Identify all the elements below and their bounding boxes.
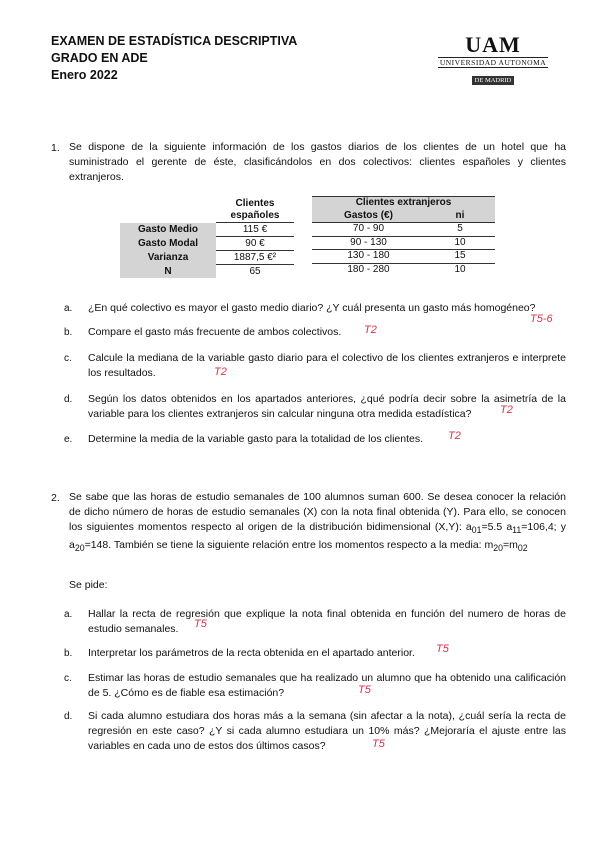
q2-text-part: =5.5 a [481, 521, 513, 533]
exam-title: EXAMEN DE ESTADÍSTICA DESCRIPTIVA [51, 34, 298, 48]
q1-item-b-topic-tag: T2 [364, 324, 377, 336]
q2-item-c-label: c. [64, 673, 72, 684]
q1-item-d-topic-tag: T2 [500, 404, 513, 416]
ni-cell: 10 [454, 263, 466, 275]
q2-item-d-topic-tag: T5 [372, 738, 385, 750]
question-1-text: Se dispone de la siguiente información de los gastos diarios de los clientes de un hotel que ha suministrado el gerente de éste, clasificándolos en dos colectivos: clientes españoles y clientes extranjeros. [69, 141, 566, 183]
q2-text-part: Se sabe que las horas de estudio semanales de 100 alumnos suman 600. Se desea conocer la relación de dicho número de horas de estudio semanales (X) con la nota final obtenida (Y). Para ello, se conocen los siguientes momentos respecto al origen de la distribución bidimensional (X,Y): a [69, 491, 566, 533]
q2-item-d-text: Si cada alumno estudiara dos horas más a la semana (sin afectar a la nota), ¿cuál sería la recta de regresión en este caso? ¿Y si cada alumno estudiara un 10% más? ¿Mejoraría el ajuste entre las variables en cada uno de estos dos últimos casos? [88, 710, 566, 752]
value-mean: 115 € [216, 223, 294, 237]
q1-item-e-text: Determine la media de la variable gasto para la totalidad de los clientes. [88, 433, 424, 445]
question-2-prompt: Se pide: [69, 579, 108, 591]
q2-item-b-text: Interpretar los parámetros de la recta obtenida en el apartado anterior. [88, 647, 415, 659]
university-logo [438, 34, 548, 84]
question-1-number: 1. [51, 142, 60, 154]
q2-item-a-topic-tag: T5 [194, 618, 207, 630]
value-n: 65 [249, 266, 261, 277]
range-cell: 180 - 280 [347, 263, 390, 275]
q1-item-c-text: Calcule la mediana de la variable gasto diario para el colectivo de los clientes extranjeros e interprete los resultados. [88, 352, 566, 379]
q1-item-d-label: d. [64, 394, 73, 405]
logo-name: UNIVERSIDAD AUTONOMA [439, 58, 547, 67]
q2-subscript: 20 [74, 543, 85, 554]
q2-subscript: 20 [493, 543, 503, 554]
q2-text-part: =148. También se tiene la siguiente relación entre los momentos respecto a la media: m [84, 539, 494, 552]
q1-item-c-topic-tag: T2 [214, 366, 227, 378]
question-2-number: 2. [51, 492, 60, 504]
spanish-clients-header: Clientes españoles [216, 198, 294, 223]
q1-item-d-text: Según los datos obtenidos en los apartados anteriores, ¿qué podría decir sobre la asimetría de la variable para los clientes extranjeros sin calcular ninguna otra medida estadística? [88, 393, 566, 420]
q2-item-a-text: Hallar la recta de regresión que explique la nota final obtenida en función del numero de horas de estudio semanales. [88, 608, 566, 635]
q2-subscript: 11 [512, 525, 522, 536]
row-label-n: N [120, 265, 216, 279]
q2-subscript: 02 [517, 543, 528, 554]
q2-item-b-label: b. [64, 648, 73, 659]
range-cell: 130 - 180 [312, 250, 425, 264]
ni-cell: 10 [425, 236, 495, 250]
foreign-clients-title: Clientes extranjeros [312, 197, 495, 210]
q1-item-a-label: a. [64, 303, 73, 314]
q1-item-a-topic-tag: T5-6 [530, 313, 553, 325]
q2-text-part: =106,4; y a [69, 521, 566, 552]
q2-text-part: =m [502, 539, 518, 552]
row-label-mode: Gasto Modal [120, 237, 216, 251]
exam-date: Enero 2022 [51, 68, 118, 82]
q1-item-a-text: ¿En qué colectivo es mayor el gasto medio diario? ¿Y cuál presenta un gasto más homogéneo? [88, 302, 536, 314]
q2-item-a-label: a. [64, 609, 73, 620]
q1-item-c-label: c. [64, 353, 72, 364]
ni-cell: 15 [425, 250, 495, 264]
q2-subscript: 01 [471, 525, 482, 536]
value-variance: 1887,5 €² [216, 251, 294, 265]
q2-item-c-topic-tag: T5 [358, 684, 371, 696]
q2-item-c-text: Estimar las horas de estudio semanales que ha realizado un alumno que ha obtenido una calificación de 5. ¿Cómo es de fiable esa estimación? [88, 672, 566, 699]
q1-item-e-label: e. [64, 434, 73, 445]
q1-item-e-topic-tag: T2 [448, 430, 461, 442]
range-cell: 70 - 90 [312, 223, 425, 237]
exam-header [51, 33, 297, 84]
logo-initials: UAM [465, 32, 521, 57]
q1-item-b-label: b. [64, 327, 73, 338]
question-2-text [69, 490, 566, 556]
q1-item-b-text: Compare el gasto más frecuente de ambos colectivos. [88, 326, 342, 338]
range-cell: 90 - 130 [312, 236, 425, 250]
ni-cell: 5 [425, 223, 495, 237]
col-header-ni: ni [425, 210, 495, 223]
exam-degree: GRADO EN ADE [51, 51, 148, 65]
q2-item-d-label: d. [64, 711, 73, 722]
q2-item-b-topic-tag: T5 [436, 643, 449, 655]
foreign-clients-table [312, 196, 495, 276]
row-label-mean: Gasto Medio [120, 223, 216, 237]
spanish-clients-table [120, 198, 294, 278]
col-header-expense: Gastos (€) [312, 210, 425, 223]
row-label-variance: Varianza [120, 251, 216, 265]
value-mode: 90 € [216, 237, 294, 251]
logo-city: DE MADRID [472, 76, 515, 85]
